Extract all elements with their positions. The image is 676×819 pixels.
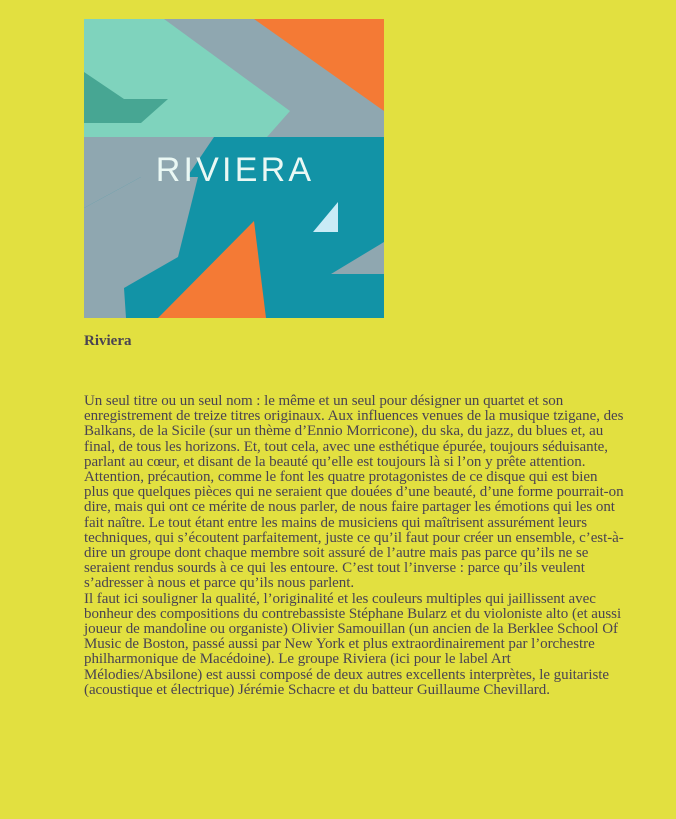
cover-title-text: RIVIERA [155, 151, 315, 189]
album-title: Riviera [84, 333, 132, 349]
review-paragraph-2: Il faut ici souligner la qualité, l’originalité et les couleurs multiples qui jaillissent avec bonheur des compositions du contrebassiste Stéphane Bularz et du violoniste alto (et aussi joueur de mandoline ou organiste) Olivier Samouillan (un ancien de la Berklee School Of Music de Boston, passé aussi par New York et plus extraordinairement par l’orchestre philharmonique de Macédoine). Le groupe Riviera (ici pour le label Art Mélodies/Absilone) est aussi composé de deux autres excellents interprètes, le guitariste (acoustique et électrique) Jérémie Schacre et du batteur Guillaume Chevillard. [84, 590, 622, 698]
review-article [84, 394, 624, 698]
album-cover-image [84, 19, 384, 318]
review-paragraph-1: Un seul titre ou un seul nom : le même et un seul pour désigner un quartet et son enregistrement de treize titres originaux. Aux influences venues de la musique tzigane, des Balkans, de la Sicile (sur un thème d’Ennio Morricone), du ska, du jazz, du blues et, au final, de tous les horizons. Et, tout cela, avec une esthétique épurée, toujours séduisante, parlant au cœur, et disant de la beauté qu’elle est toujours là si l’on y prête attention. Attention, précaution, comme le font les quatre protagonistes de ce disque qui est bien plus que quelques pièces qui ne seraient que douées d’une beauté, d’une forme pourrait-on dire, mais qui ont ce mérite de nous parler, de nous faire partager les émotions qui les ont fait naître. Le tout étant entre les mains de musiciens qui maîtrisent assurément leurs techniques, qui s’écoutent parfaitement, juste ce qu’il faut pour créer un ensemble, c’est-à-dire un groupe dont chaque membre soit assuré de l’autre mais pas parce qu’ils ne se seraient rendus sourds à ce qui les entoure. C’est tout l’inverse : parce qu’ils veulent s’adresser à nous et parce qu’ils nous parlent. [84, 393, 624, 592]
album-cover-artwork [84, 19, 384, 318]
